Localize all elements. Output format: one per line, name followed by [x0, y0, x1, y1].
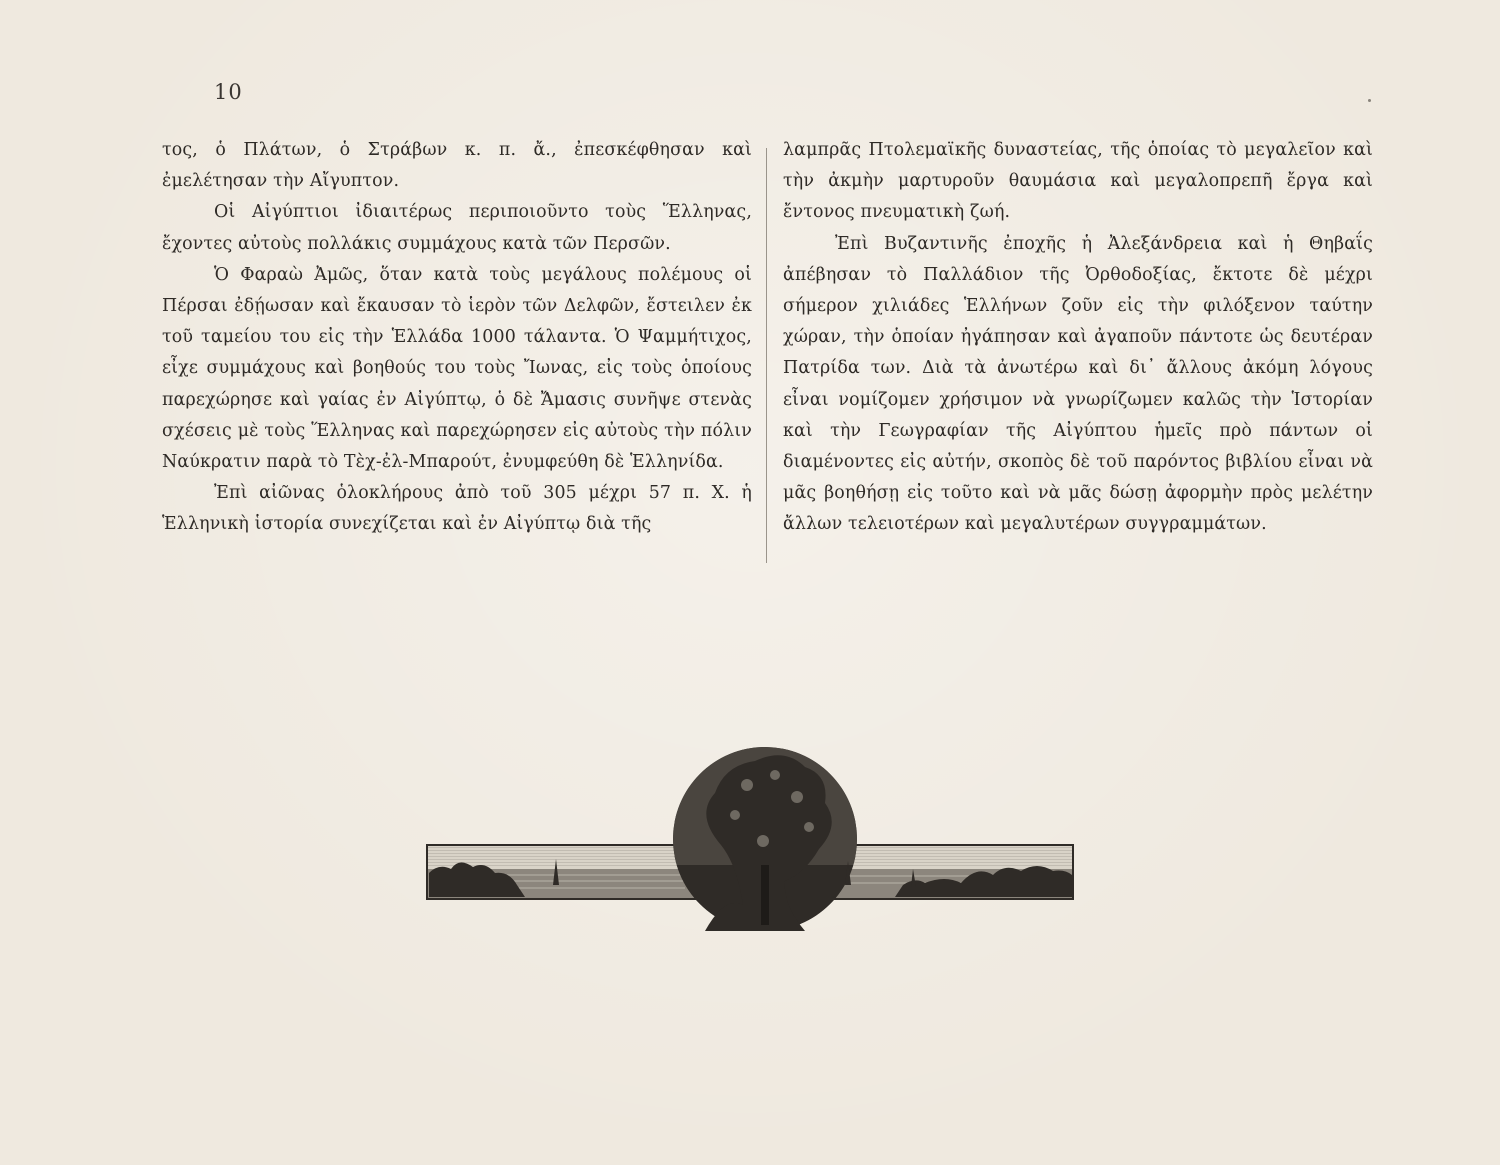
paragraph: Ἐπὶ αἰῶνας ὁλοκλήρους ἀπὸ τοῦ 305 μέχρι 57 π. Χ. ἡ Ἑλληνικὴ ἱστορία συνεχίζεται καὶ ἐν Αἰγύπτῳ διὰ τῆς — [162, 483, 752, 535]
paragraph: τος, ὁ Πλάτων, ὁ Στράβων κ. π. ἄ., ἐπεσκέφθησαν καὶ ἐμελέτησαν τὴν Αἴγυπτον. — [162, 140, 752, 192]
left-text-column — [162, 135, 752, 541]
paragraph: Ἐπὶ Βυζαντινῆς ἐποχῆς ἡ Ἀλεξάνδρεια καὶ ἡ Θηβαΐς ἀπέβησαν τὸ Παλλάδιον τῆς Ὀρθοδοξίας, ἔκτοτε δὲ μέχρι σήμερον χιλιάδες Ἑλλήνων ζοῦν εἰς τὴν φιλόξενον ταύτην χώραν, τὴν ὁποίαν ἠγάπησαν καὶ ἀγαποῦν πάντοτε ὡς δευτέραν Πατρίδα των. Διὰ τὰ ἀνωτέρω καὶ δι᾽ ἄλλους ἀκόμη λόγους εἶναι νομίζομεν χρήσιμον νὰ γνωρίζωμεν καλῶς τὴν Ἱστορίαν καὶ τὴν Γεωγραφίαν τῆς Αἰγύπτου ἡμεῖς πρὸ πάντων οἱ διαμένοντες εἰς αὐτήν, σκοπὸς δὲ τοῦ παρόντος βιβλίου εἶναι νὰ μᾶς βοηθήσῃ εἰς τοῦτο καὶ νὰ μᾶς δώσῃ ἀφορμὴν πρὸς μελέτην ἄλλων τελειοτέρων καὶ μεγαλυτέρων συγγραμμάτων. — [783, 233, 1373, 535]
page-number: 10 — [214, 80, 243, 104]
paragraph: Οἱ Αἰγύπτιοι ἰδιαιτέρως περιποιοῦντο τοὺς Ἕλληνας, ἔχοντες αὐτοὺς πολλάκις συμμάχους κατὰ τῶν Περσῶν. — [162, 202, 752, 254]
column-divider — [766, 148, 767, 563]
paper-speck — [1368, 99, 1371, 102]
right-text-column — [783, 135, 1373, 541]
landscape-vignette-icon — [425, 745, 1077, 935]
paragraph: Ὁ Φαραὼ Ἀμῶς, ὅταν κατὰ τοὺς μεγάλους πολέμους οἱ Πέρσαι ἐδῄωσαν καὶ ἔκαυσαν τὸ ἱερὸν τῶν Δελφῶν, ἔστειλεν ἐκ τοῦ ταμείου του εἰς τὴν Ἑλλάδα 1000 τάλαντα. Ὁ Ψαμμήτιχος, εἶχε συμμάχους καὶ βοηθούς του τοὺς Ἴωνας, εἰς τοὺς ὁποίους παρεχώρησε καὶ γαίας ἐν Αἰγύπτῳ, ὁ δὲ Ἄμασις συνῆψε στενὰς σχέσεις μὲ τοὺς Ἕλληνας καὶ παρεχώρησεν εἰς αὐτοὺς τὴν πόλιν Ναύκρατιν παρὰ τὸ Τὲχ-ἐλ-Μπαρούτ, ἐνυμφεύθη δὲ Ἑλληνίδα. — [162, 264, 752, 473]
paragraph: λαμπρᾶς Πτολεμαϊκῆς δυναστείας, τῆς ὁποίας τὸ μεγαλεῖον καὶ τὴν ἀκμὴν μαρτυροῦν θαυμάσια καὶ μεγαλοπρεπῆ ἔργα καὶ ἔντονος πνευματικὴ ζωή. — [783, 140, 1373, 223]
